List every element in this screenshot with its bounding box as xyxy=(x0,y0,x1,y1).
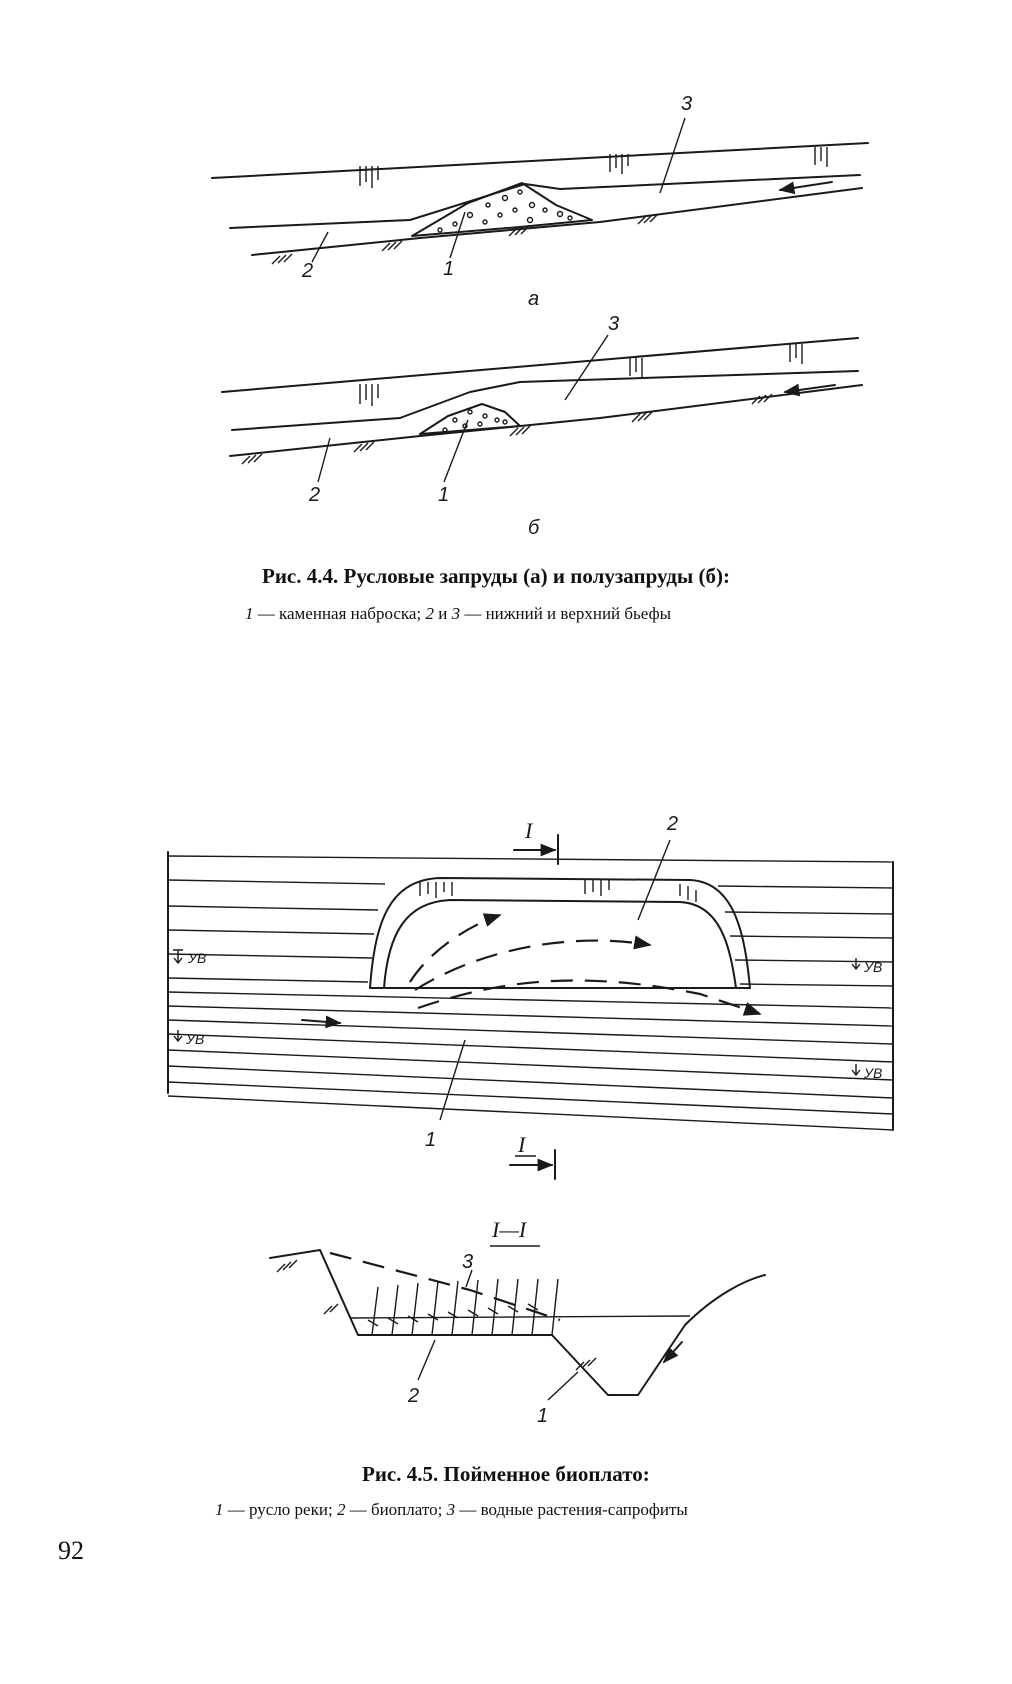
callout-1: 1 xyxy=(537,1405,549,1427)
svg-text:УВ: УВ xyxy=(188,950,207,966)
page-number: 92 xyxy=(58,1536,84,1565)
river-flow-arrow xyxy=(302,1020,340,1023)
callout-1: 1 xyxy=(438,484,450,506)
section-mark-bottom: I xyxy=(518,1132,526,1157)
bioplateau-inner-contour xyxy=(384,900,736,988)
subfigure-label-b: б xyxy=(528,517,540,539)
leader-1 xyxy=(548,1372,578,1400)
flow-line-3 xyxy=(418,980,760,1014)
figure-4-5-caption-title: Рис. 4.5. Пойменное биоплато: xyxy=(362,1462,650,1486)
callout-2: 2 xyxy=(408,1385,420,1407)
flow-arrow xyxy=(780,182,832,190)
callout-1: 1 xyxy=(425,1129,437,1151)
flow-line-1 xyxy=(410,915,500,982)
figure-4-4-caption-legend: 1 — каменная наброска; 2 и 3 — нижний и верхний бьефы xyxy=(245,604,672,623)
figure-4-5-caption-legend: 1 — русло реки; 2 — биоплато; 3 — водные растения-сапрофиты xyxy=(215,1500,688,1519)
channel-bed-line xyxy=(252,188,862,255)
water-surface-line xyxy=(350,1316,690,1318)
vegetation-canopy-line xyxy=(330,1253,560,1320)
callout-3: 3 xyxy=(608,313,620,335)
rock-fill-mound xyxy=(420,404,520,434)
leader-1 xyxy=(440,1040,465,1120)
water-level-mark-left-bottom xyxy=(174,1030,204,1047)
ground-profile xyxy=(270,1250,765,1395)
water-level-mark-left-top xyxy=(173,950,206,966)
leader-3 xyxy=(565,335,608,400)
callout-3: 3 xyxy=(681,93,693,115)
leader-2 xyxy=(318,438,330,482)
callout-1: 1 xyxy=(443,258,455,280)
floodplain-contours xyxy=(168,856,893,1130)
leader-2 xyxy=(418,1340,435,1380)
callout-2: 2 xyxy=(667,813,679,835)
figure-4-5-plan xyxy=(168,813,893,1179)
bank-top-line xyxy=(222,338,858,392)
leader-3 xyxy=(660,118,685,193)
figure-4-4-b xyxy=(222,313,862,539)
bank-hatching xyxy=(277,1260,596,1370)
grass-hatching xyxy=(272,147,827,264)
callout-2: 2 xyxy=(309,484,321,506)
section-title: I—I xyxy=(492,1217,527,1242)
svg-text:УВ: УВ xyxy=(186,1031,205,1047)
water-surface-line xyxy=(232,371,858,430)
channel-bed-line xyxy=(230,385,862,456)
section-mark-top: I xyxy=(525,818,533,843)
callout-3: 3 xyxy=(462,1251,474,1273)
svg-text:УВ: УВ xyxy=(864,1065,883,1081)
svg-text:УВ: УВ xyxy=(864,959,883,975)
bank-top-line xyxy=(212,143,868,178)
water-level-mark-right-top xyxy=(852,958,882,975)
figure-4-4-a xyxy=(212,93,868,310)
figure-4-5-section xyxy=(270,1217,765,1427)
bioplateau-outer-contour xyxy=(370,878,750,988)
callout-2: 2 xyxy=(302,260,314,282)
figure-4-4-caption-title: Рис. 4.4. Русловые запруды (а) и полузапруды (б): xyxy=(262,564,730,588)
subfigure-label-a: а xyxy=(528,288,540,310)
vegetation-hatching xyxy=(420,880,696,902)
